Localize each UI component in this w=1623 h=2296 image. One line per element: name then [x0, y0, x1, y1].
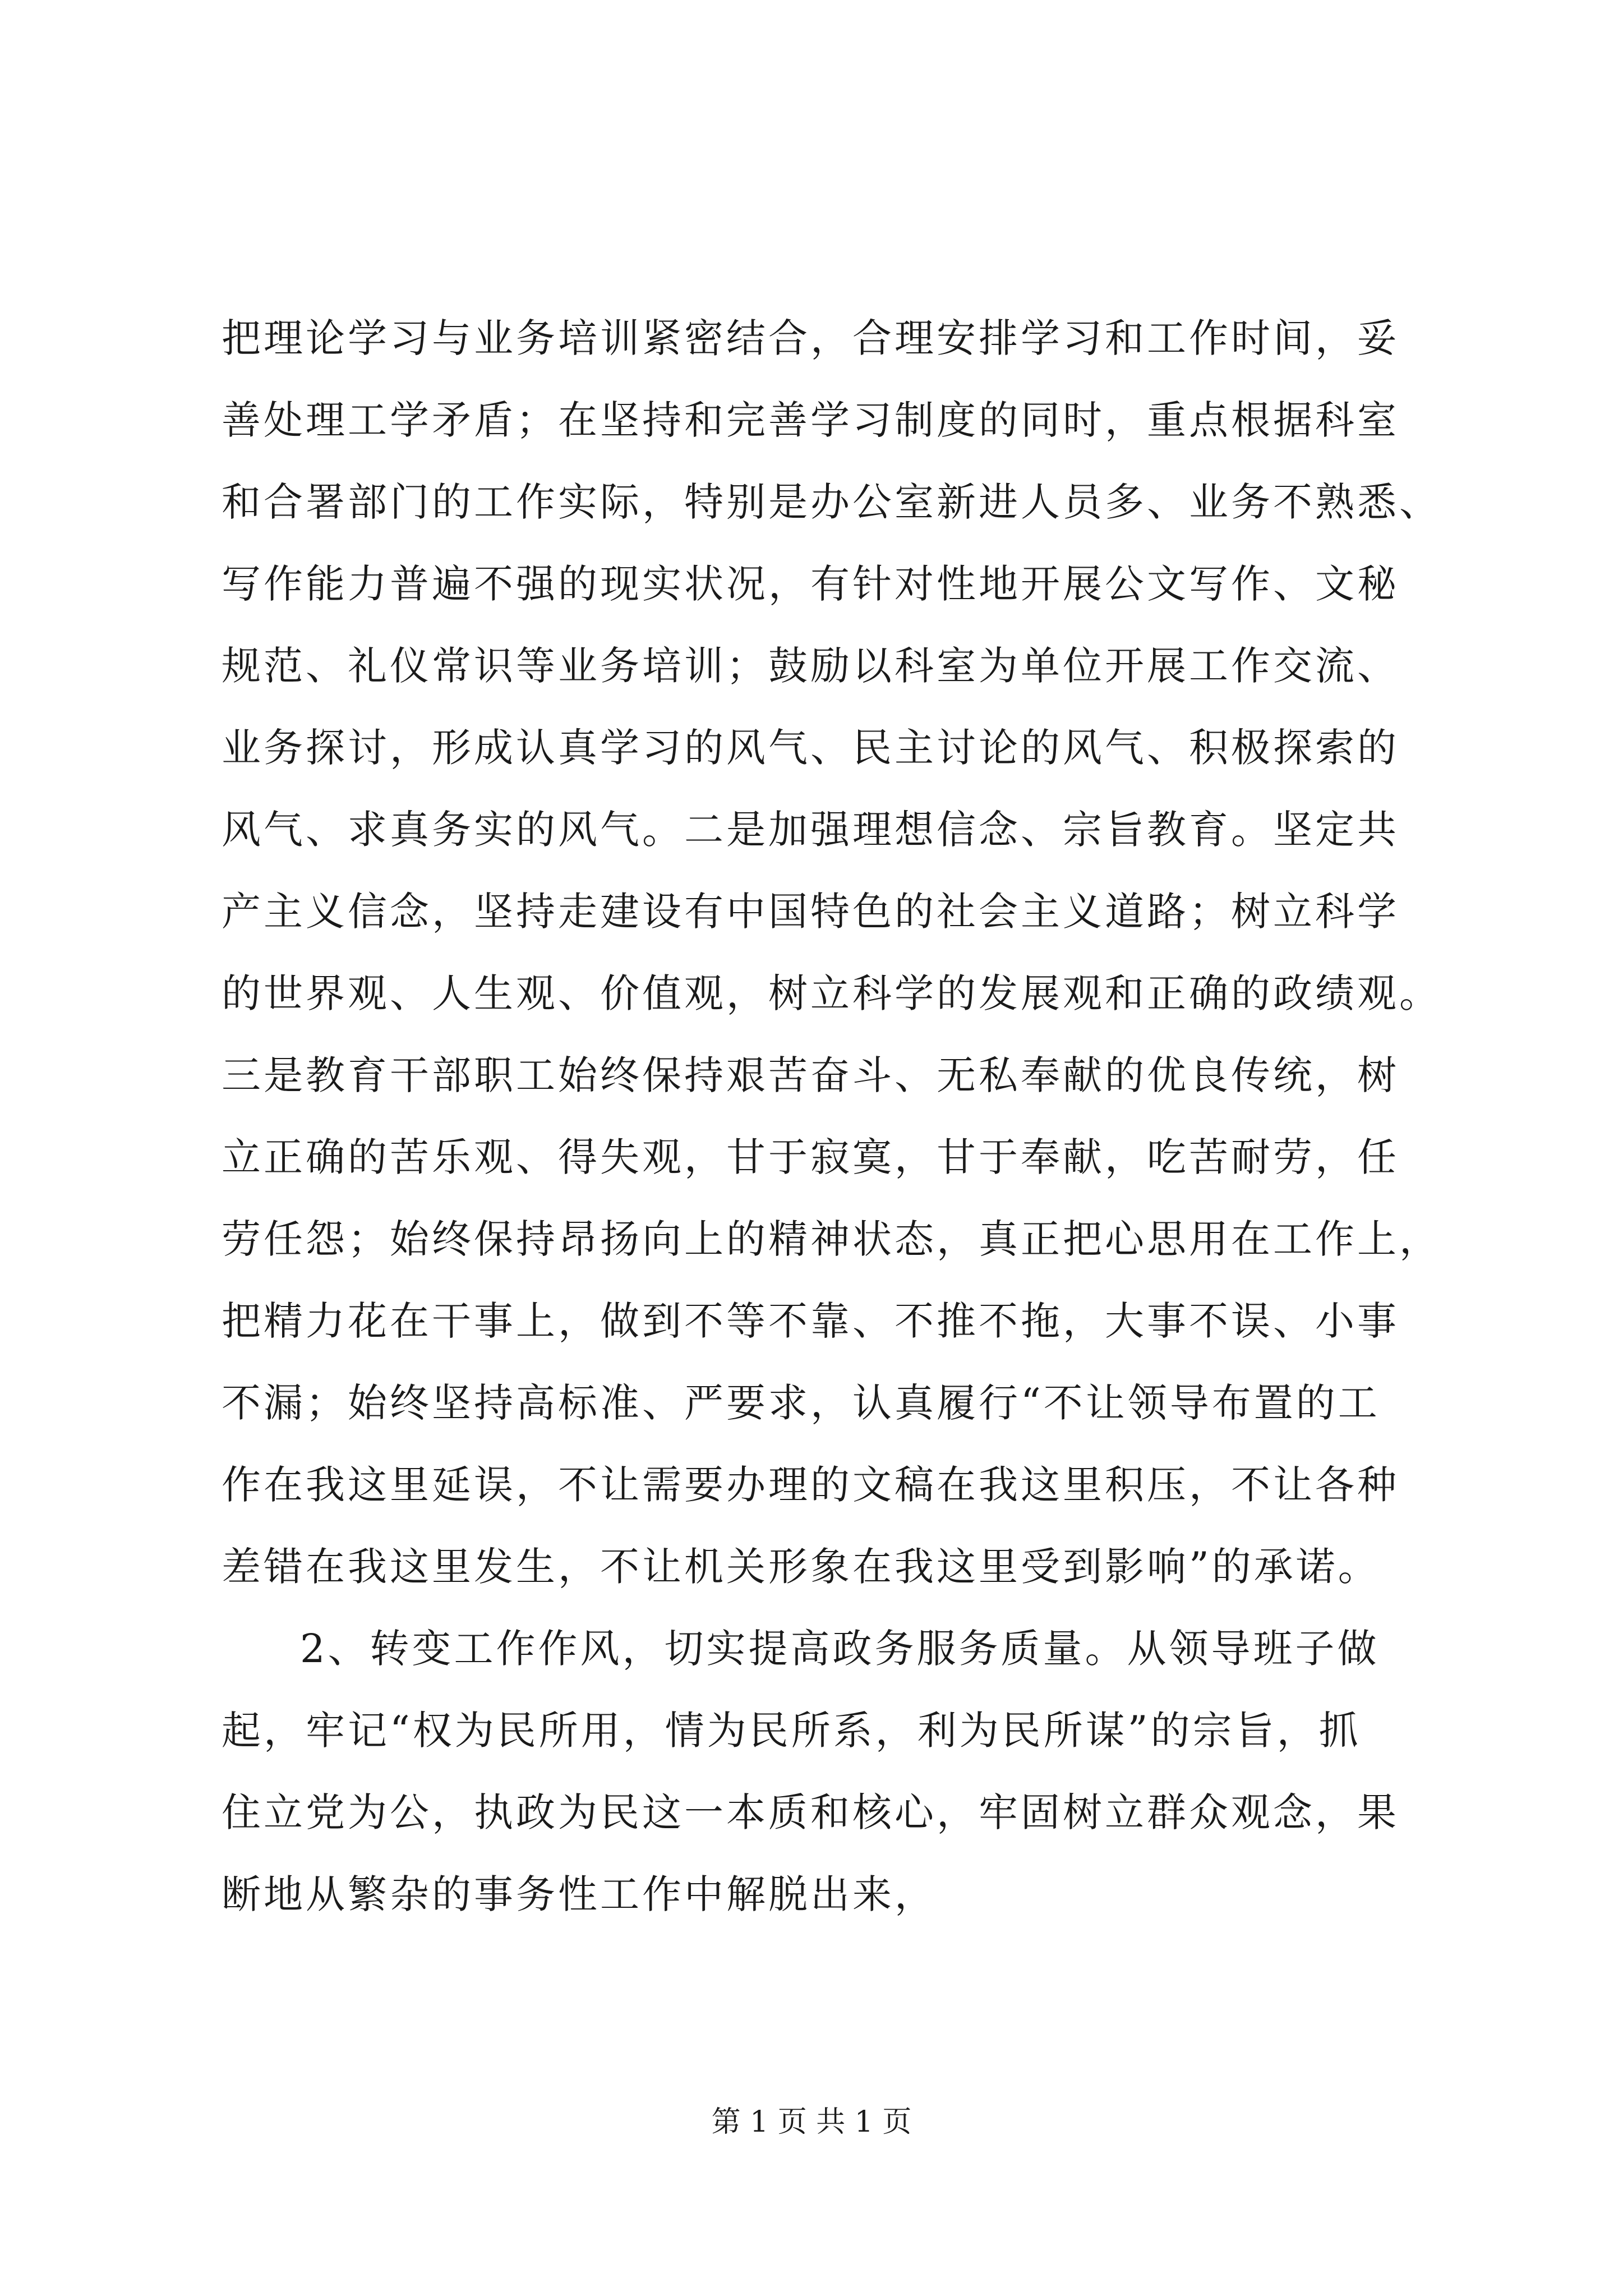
text-line: 和合署部门的工作实际，特别是办公室新进人员多、业务不熟悉、	[222, 479, 1441, 525]
text-line: 善处理工学矛盾；在坚持和完善学习制度的同时，重点根据科室	[222, 397, 1399, 443]
paragraph-start-line: 2、转变工作作风，切实提高政务服务质量。从领导班子做	[300, 1626, 1380, 1672]
text-line: 业务探讨，形成认真学习的风气、民主讨论的风气、积极探索的	[222, 725, 1399, 771]
text-line: 写作能力普遍不强的现实状况，有针对性地开展公文写作、文秘	[222, 561, 1399, 607]
text-line: 住立党为公，执政为民这一本质和核心，牢固树立群众观念，果	[222, 1789, 1399, 1835]
text-line: 的世界观、人生观、价值观，树立科学的发展观和正确的政绩观。	[222, 970, 1441, 1016]
text-line: 断地从繁杂的事务性工作中解脱出来，	[222, 1871, 937, 1917]
text-line: 产主义信念，坚持走建设有中国特色的社会主义道路；树立科学	[222, 889, 1399, 935]
text-line: 劳任怨；始终保持昂扬向上的精神状态，真正把心思用在工作上，	[222, 1216, 1441, 1262]
text-line: 立正确的苦乐观、得失观，甘于寂寞，甘于奉献，吃苦耐劳，任	[222, 1134, 1399, 1180]
text-line: 起，牢记“权为民所用，情为民所系，利为民所谋”的宗旨，抓	[222, 1708, 1361, 1754]
text-line: 规范、礼仪常识等业务培训；鼓励以科室为单位开展工作交流、	[222, 643, 1399, 689]
body-text	[222, 297, 1441, 1935]
text-line: 差错在我这里发生，不让机关形象在我这里受到影响”的承诺。	[222, 1544, 1380, 1590]
text-line: 不漏；始终坚持高标准、严要求，认真履行“不让领导布置的工	[222, 1380, 1380, 1426]
text-line: 三是教育干部职工始终保持艰苦奋斗、无私奉献的优良传统，树	[222, 1052, 1399, 1098]
text-line: 风气、求真务实的风气。二是加强理想信念、宗旨教育。坚定共	[222, 807, 1399, 853]
text-line: 把理论学习与业务培训紧密结合，合理安排学习和工作时间，妥	[222, 315, 1399, 361]
page-footer: 第 1 页 共 1 页	[711, 2105, 912, 2139]
text-line: 把精力花在干事上，做到不等不靠、不推不拖，大事不误、小事	[222, 1298, 1399, 1344]
text-line: 作在我这里延误，不让需要办理的文稿在我这里积压，不让各种	[222, 1462, 1399, 1508]
